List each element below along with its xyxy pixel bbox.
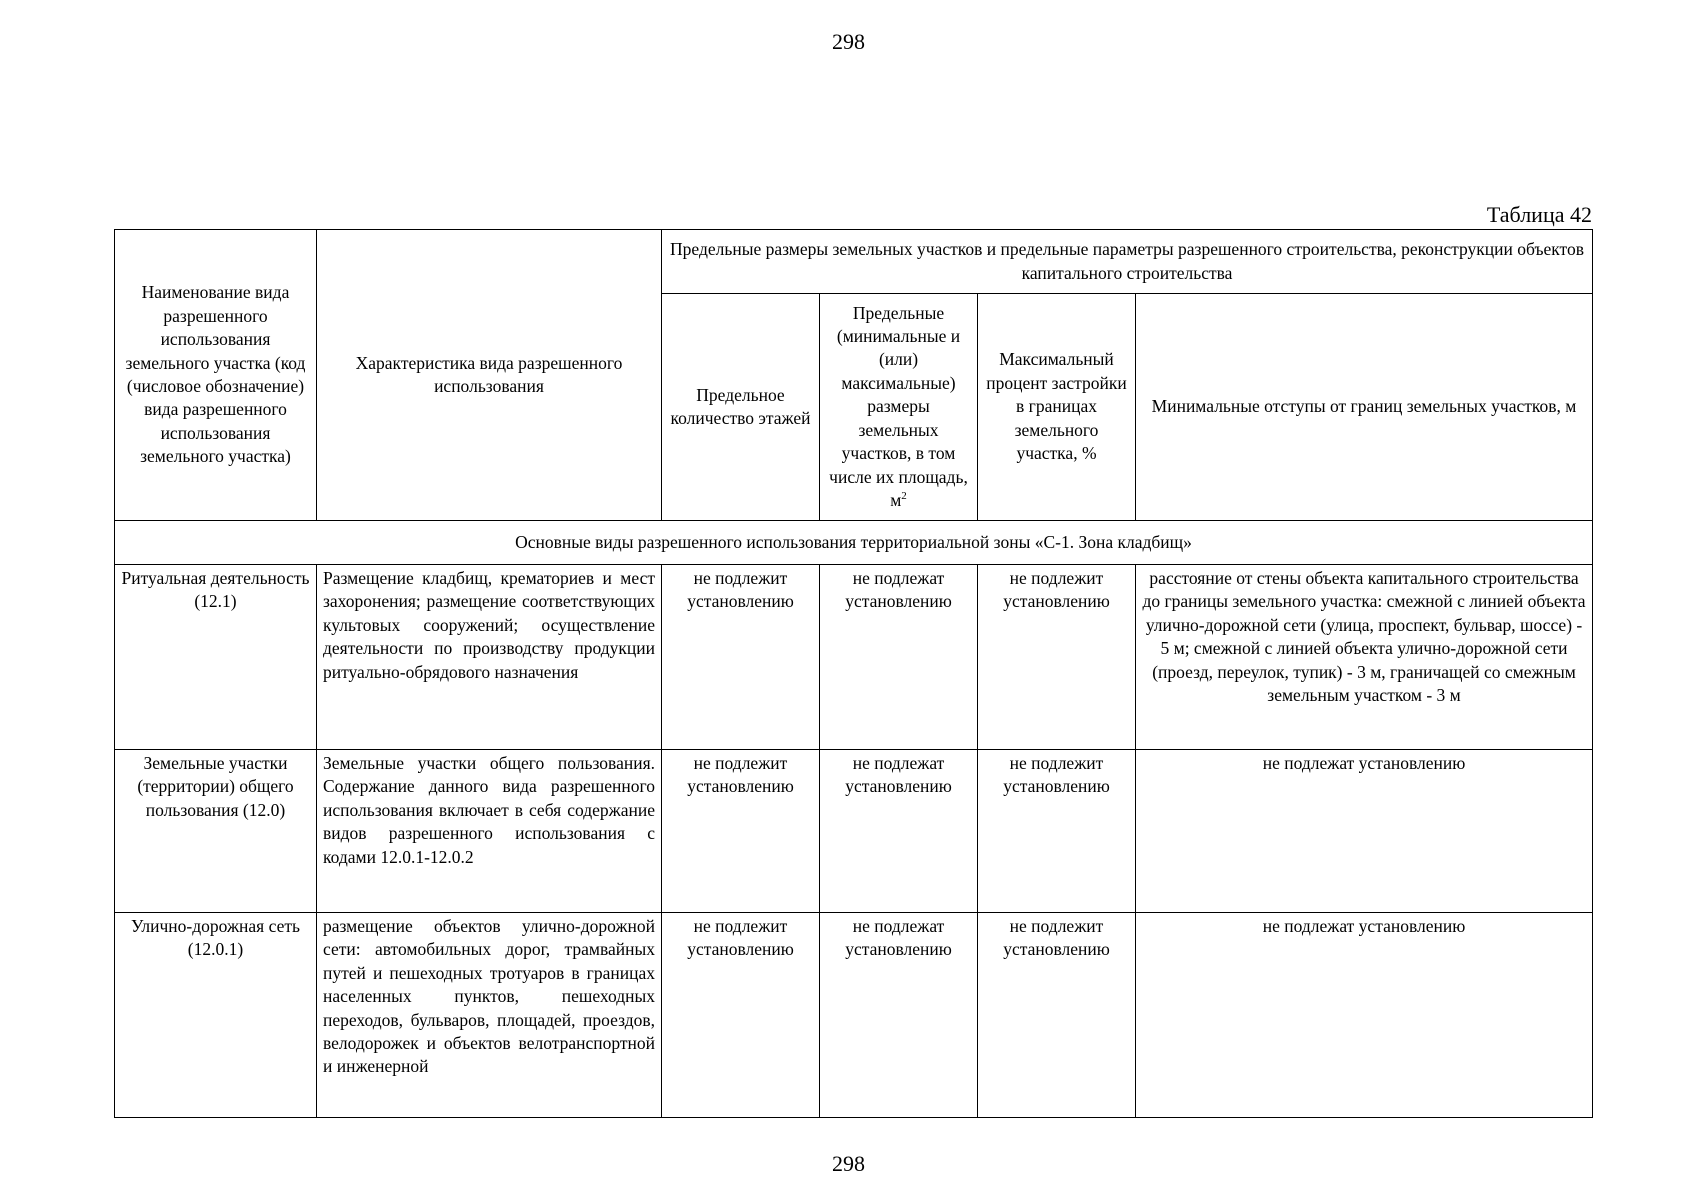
section-title: Основные виды разрешенного использования территориальной зоны «С-1. Зона кладбищ»: [115, 521, 1593, 565]
row-setbacks: не подлежат установлению: [1136, 913, 1593, 1118]
header-coverage: Максимальный процент застройки в границах земельного участка, %: [978, 294, 1136, 521]
row-plot-sizes: не подлежат установлению: [820, 913, 978, 1118]
row-coverage: не подлежит установлению: [978, 565, 1136, 750]
header-floors: Предельное количество этажей: [662, 294, 820, 521]
row-use-name: Земельные участки (территории) общего пользования (12.0): [115, 750, 317, 913]
row-use-description: Земельные участки общего пользования. Содержание данного вида разрешенного использования включает в себя содержание видов разрешенного использования с кодами 12.0.1-12.0.2: [317, 750, 662, 913]
row-use-description: Размещение кладбищ, крематориев и мест захоронения; размещение соответствующих культовых сооружений; осуществление деятельности по производству продукции ритуально-обрядового назначения: [317, 565, 662, 750]
row-use-description: размещение объектов улично-дорожной сети: автомобильных дорог, трамвайных путей и пешеходных тротуаров в границах населенных пунктов, пешеходных переходов, бульваров, площадей, проездов, велодорожек и объектов велотранспортной и инженерной: [317, 913, 662, 1118]
row-plot-sizes: не подлежат установлению: [820, 750, 978, 913]
header-setbacks: Минимальные отступы от границ земельных участков, м: [1136, 294, 1593, 521]
zoning-table: [114, 229, 1593, 1118]
header-use-description: Характеристика вида разрешенного использования: [317, 230, 662, 521]
table-row: [115, 750, 1593, 913]
row-plot-sizes: не подлежат установлению: [820, 565, 978, 750]
page-number-bottom: 298: [832, 1151, 865, 1176]
row-use-name: Ритуальная деятельность (12.1): [115, 565, 317, 750]
header-limits-group: Предельные размеры земельных участков и предельные параметры разрешенного строительства, реконструкции объектов капитального строительства: [662, 230, 1593, 294]
row-floors: не подлежит установлению: [662, 565, 820, 750]
table-row: [115, 565, 1593, 750]
row-setbacks: расстояние от стены объекта капитального строительства до границы земельного участка: смежной с линией объекта улично-дорожной сети (улица, проспект, бульвар, шоссе) - 5 м; смежной с линией объекта улично-дорожной сети (проезд, переулок, тупик) - 3 м, граничащей со смежным земельным участком - 3 м: [1136, 565, 1593, 750]
row-setbacks: не подлежат установлению: [1136, 750, 1593, 913]
header-plot-sizes-text: Предельные (минимальные и (или) максимальные) размеры земельных участков, в том числе их площадь, м: [829, 302, 968, 510]
table-row: [115, 913, 1593, 1118]
row-coverage: не подлежит установлению: [978, 750, 1136, 913]
page-number-top: 298: [832, 29, 865, 54]
row-coverage: не подлежит установлению: [978, 913, 1136, 1118]
row-floors: не подлежит установлению: [662, 750, 820, 913]
row-use-name: Улично-дорожная сеть (12.0.1): [115, 913, 317, 1118]
table-caption: Таблица 42: [1486, 202, 1592, 227]
header-use-name: Наименование вида разрешенного использования земельного участка (код (числовое обозначение) вида разрешенного использования земельного участка): [115, 230, 317, 521]
row-floors: не подлежит установлению: [662, 913, 820, 1118]
header-plot-sizes-sup: 2: [901, 490, 907, 503]
header-plot-sizes: [820, 294, 978, 521]
